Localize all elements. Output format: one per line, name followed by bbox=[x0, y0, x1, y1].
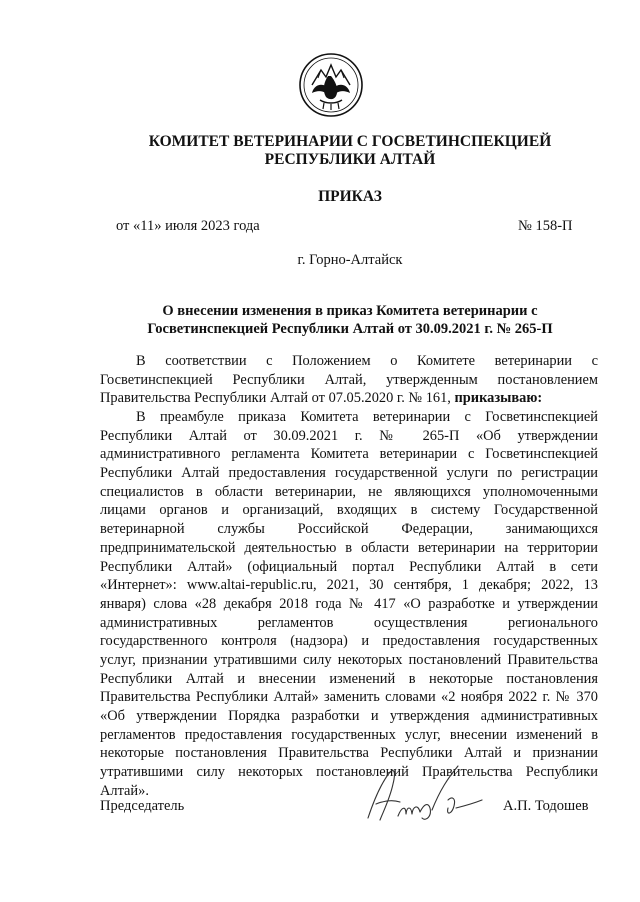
paragraph-line: административных регламентов осуществления регионального bbox=[100, 614, 598, 631]
organization-name-line1: КОМИТЕТ ВЕТЕРИНАРИИ С ГОСВЕТИНСПЕКЦИЕЙ bbox=[148, 133, 552, 150]
paragraph-line: утратившими силу некоторых постановлений Правительства Республики bbox=[100, 764, 598, 781]
organization-name-line2: РЕСПУБЛИКИ АЛТАЙ bbox=[264, 151, 436, 168]
signatory-title: Председатель bbox=[100, 798, 185, 814]
paragraph-line: некоторые постановления Правительства Республики Алтай и признании bbox=[100, 745, 598, 762]
paragraph-line: В соответствии с Положением о Комитете ветеринарии с bbox=[136, 353, 598, 369]
order-date: от «11» июля 2023 года bbox=[116, 218, 260, 234]
paragraph-line: Республики Алтай и внесении изменений в некоторые постановления bbox=[100, 670, 598, 687]
paragraph-line: Республики Алтай от 30.09.2021 г. № 265-П «Об утверждении bbox=[100, 427, 598, 444]
order-city: г. Горно-Алтайск bbox=[297, 252, 403, 268]
paragraph-line: предпринимательской деятельностью в области ветеринарии на территории bbox=[100, 539, 598, 556]
paragraph-line-text: Правительства Республики Алтай от 07.05.2020 г. № 161, bbox=[100, 390, 451, 407]
paragraph-line: Республики Алтай» (официальный портал Республики Алтай в сети bbox=[100, 558, 598, 575]
order-number: № 158-П bbox=[518, 218, 573, 234]
paragraph-line: регламентов предоставления государственных услуг, внесении изменений в bbox=[100, 726, 598, 743]
document-type: ПРИКАЗ bbox=[318, 188, 382, 205]
paragraph-line bbox=[100, 389, 598, 408]
paragraph-basis bbox=[100, 352, 598, 408]
paragraph-line: специалистов в области ветеринарии, не являющихся уполномоченными bbox=[100, 483, 598, 500]
paragraph-line: Республики Алтай предоставления государственной услуги по регистрации bbox=[100, 465, 598, 482]
order-subject-line1: О внесении изменения в приказ Комитета ветеринарии с bbox=[162, 303, 538, 319]
signatory-name: А.П. Тодошев bbox=[503, 798, 589, 814]
paragraph-amendment bbox=[100, 408, 598, 800]
paragraph-line: Правительства Республики Алтай» заменить словами «2 ноября 2022 г. № 370 bbox=[100, 689, 598, 706]
order-keyword: приказываю: bbox=[454, 390, 543, 407]
paragraph-line: Алтай». bbox=[100, 782, 149, 799]
altai-emblem-icon bbox=[298, 52, 364, 118]
paragraph-line: административного регламента Комитета ветеринарии с Госветинспекцией bbox=[100, 446, 598, 463]
order-subject-line2: Госветинспекцией Республики Алтай от 30.09.2021 г. № 265-П bbox=[147, 321, 553, 337]
paragraph-line: услуг, признании утратившими силу некоторых постановлений Правительства bbox=[100, 651, 598, 668]
paragraph-line: Госветинспекцией Республики Алтай, утвержденным постановлением bbox=[100, 371, 598, 388]
handwritten-signature bbox=[360, 760, 490, 832]
paragraph-line: государственного контроля (надзора) и предоставления государственных bbox=[100, 633, 598, 650]
paragraph-line: января) слова «28 декабря 2018 года № 417 «О разработке и утверждении bbox=[100, 595, 598, 612]
paragraph-line: «Интернет»: www.altai-republic.ru, 2021, 30 сентября, 1 декабря; 2022, 13 bbox=[100, 577, 598, 594]
paragraph-line: «Об утверждении Порядка разработки и утверждения административных bbox=[100, 708, 598, 724]
paragraph-line: ветеринарной службы Российской Федерации, занимающихся bbox=[100, 521, 598, 538]
paragraph-line: лицами органов и организаций, входящих в систему Государственной bbox=[100, 502, 598, 519]
paragraph-line: В преамбуле приказа Комитета ветеринарии с Госветинспекцией bbox=[136, 409, 598, 425]
